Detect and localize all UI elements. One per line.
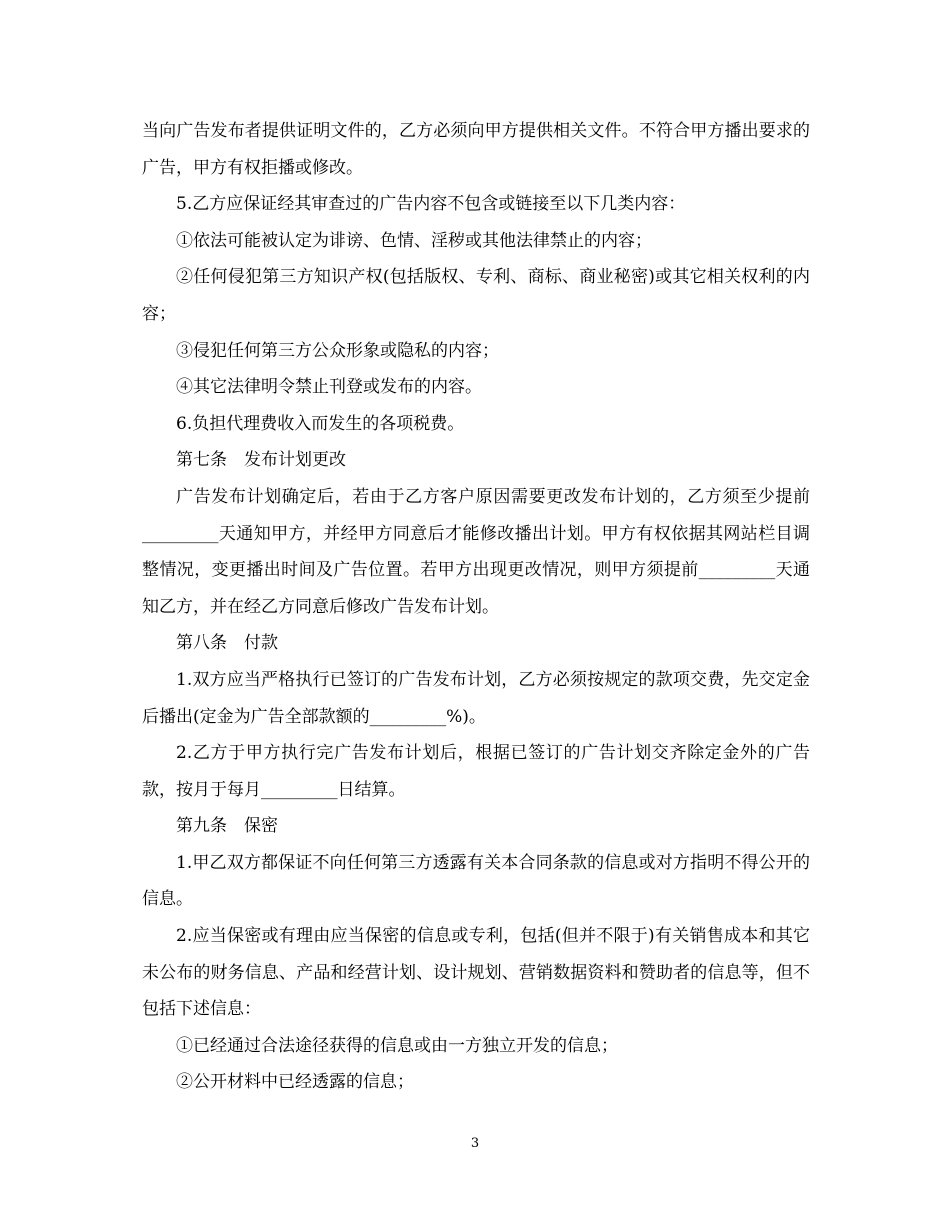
page-number: 3 [470,1136,480,1151]
paragraph: 1.甲乙双方都保证不向任何第三方透露有关本合同条款的信息或对方指明不得公开的信息。 [142,852,810,910]
document-body [142,113,810,1101]
list-item: ①已经通过合法途径获得的信息或由一方独立开发的信息； [176,1035,618,1056]
paragraph: 广告发布计划确定后，若由于乙方客户原因需要更改发布计划的，乙方须至少提前_________天通知甲方，并经甲方同意后才能修改播出计划。甲方有权依据其网站栏目调整情况，变更播出时间及广告位置。若甲方出现更改情况，则甲方须提前_________天通知乙方，并在经乙方同意后修改广告发布计划。 [142,486,810,617]
paragraph: 1.双方应当严格执行已签订的广告发布计划，乙方必须按规定的款项交费，先交定金后播出(定金为广告全部款额的_________%)。 [142,669,810,727]
section-heading: 第七条 发布计划更改 [176,450,346,471]
paragraph: 2.乙方于甲方执行完广告发布计划后，根据已签订的广告计划交齐除定金外的广告款，按月于每月_________日结算。 [142,743,810,800]
list-item: ②任何侵犯第三方知识产权(包括版权、专利、商标、商业秘密)或其它相关权利的内容； [142,267,810,324]
paragraph: 2.应当保密或有理由应当保密的信息或专利，包括(但并不限于)有关销售成本和其它未公布的财务信息、产品和经营计划、设计规划、营销数据资料和赞助者的信息等，但不包括下述信息： [142,926,810,1020]
paragraph: 5.乙方应保证经其审查过的广告内容不包含或链接至以下几类内容： [176,194,686,215]
list-item: ③侵犯任何第三方公众形象或隐私的内容； [176,340,499,361]
section-heading: 第九条 保密 [176,816,278,837]
paragraph: 6.负担代理费收入而发生的各项税费。 [176,413,465,434]
section-heading: 第八条 付款 [176,633,278,654]
list-item: ②公开材料中已经透露的信息； [176,1072,414,1093]
list-item: ①依法可能被认定为诽谤、色情、淫秽或其他法律禁止的内容； [176,230,652,251]
list-item: ④其它法律明令禁止刊登或发布的内容。 [176,377,482,398]
paragraph: 当向广告发布者提供证明文件的，乙方必须向甲方提供相关文件。不符合甲方播出要求的广告，甲方有权拒播或修改。 [142,121,810,178]
